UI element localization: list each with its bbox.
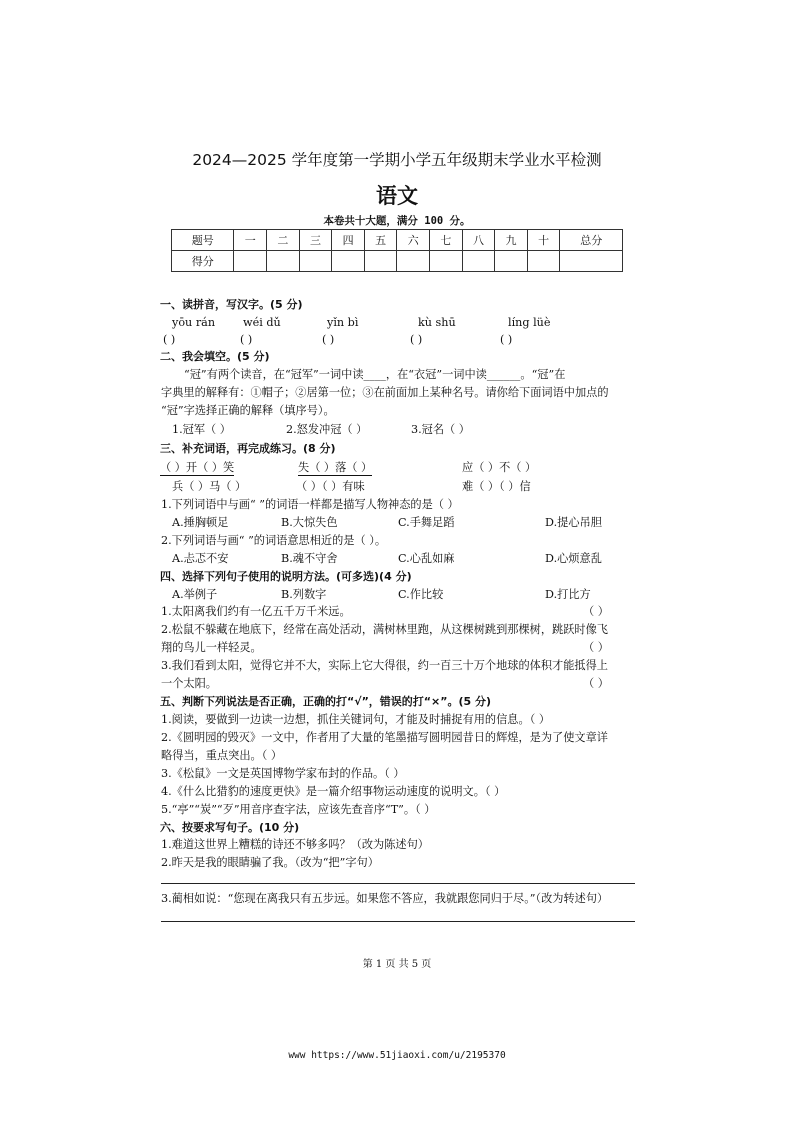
score-cell: 九	[495, 230, 528, 251]
score-entry[interactable]	[560, 251, 623, 272]
word-fill: 应（ ）不（ ）	[462, 461, 537, 474]
option[interactable]: D.提心吊胆	[545, 516, 602, 529]
answer-bracket[interactable]: （ ）	[583, 641, 609, 654]
section-5-heading: 五、判断下列说法是否正确，正确的打“√”，错误的打“×”。(5 分)	[160, 695, 492, 708]
score-table-header-row	[172, 230, 623, 251]
answer-line[interactable]	[161, 921, 635, 922]
score-cell: 十	[527, 230, 560, 251]
score-cell: 二	[267, 230, 300, 251]
score-cell: 得分	[172, 251, 234, 272]
score-entry[interactable]	[397, 251, 430, 272]
question-item: 2.《圆明园的毁灭》一文中，作者用了大量的笔墨描写圆明园昔日的辉煌，是为了使文章详	[161, 731, 608, 744]
exam-note: 本卷共十大题，满分 100 分。	[323, 215, 471, 227]
question-item: 3.我们看到太阳，觉得它并不大，实际上它大得很，约一百三十万个地球的体积才能抵得上	[161, 659, 608, 672]
option[interactable]: C.作比较	[398, 588, 444, 601]
score-entry[interactable]	[527, 251, 560, 272]
score-entry[interactable]	[430, 251, 463, 272]
score-table-score-row	[172, 251, 623, 272]
word-fill: 失（ ）落（ ）	[298, 461, 373, 474]
watermark-url: www https://www.51jiaoxi.com/u/2195370	[288, 1050, 506, 1061]
subject-title: 语文	[376, 184, 418, 208]
score-entry[interactable]	[267, 251, 300, 272]
score-entry[interactable]	[495, 251, 528, 272]
word-fill: （ ）（ ）有味	[296, 480, 365, 493]
score-cell: 七	[430, 230, 463, 251]
pinyin: líng lüè	[508, 316, 551, 329]
score-entry[interactable]	[364, 251, 397, 272]
question-item: 1.太阳离我们约有一亿五千万千米远。	[161, 605, 351, 618]
question-item: 翔的鸟儿一样轻灵。	[161, 641, 262, 654]
exam-title: 2024—2025 学年度第一学期小学五年级期末学业水平检测	[192, 151, 602, 169]
question-text: 字典里的解释有：①帽子；②居第一位；③在前面加上某种名号。请你给下面词语中加点的	[161, 386, 609, 399]
pinyin: kù shū	[418, 316, 456, 329]
answer-bracket[interactable]: （ ）	[583, 605, 609, 618]
option[interactable]: D.心烦意乱	[545, 552, 602, 565]
answer-box[interactable]: ( )	[322, 333, 335, 346]
answer-box[interactable]: ( )	[240, 333, 253, 346]
question-item: 3.冠名（ ）	[411, 423, 470, 436]
question-text: “冠”字选择正确的解释（填序号）。	[161, 404, 335, 417]
section-2-heading: 二、我会填空。(5 分)	[160, 350, 270, 363]
section-4-heading: 四、选择下列句子使用的说明方法。(可多选)(4 分)	[160, 570, 412, 583]
answer-bracket[interactable]: （ ）	[583, 677, 609, 690]
option[interactable]: B.魂不守舍	[281, 552, 338, 565]
section-6-heading: 六、按要求写句子。(10 分)	[160, 821, 300, 834]
question-item: 1.下列词语中与画“ ”的词语一样都是描写人物神态的是（ ）	[161, 498, 459, 511]
score-cell: 三	[299, 230, 332, 251]
option[interactable]: D.打比方	[545, 588, 591, 601]
option[interactable]: A.举例子	[172, 588, 218, 601]
section-1-heading: 一、读拼音，写汉字。(5 分)	[160, 298, 303, 311]
question-item: 2.昨天是我的眼睛骗了我。（改为“把”字句）	[161, 856, 379, 869]
question-item: 5.“亭”“炭”“歹”用音序查字法，应该先查音序“T”。（ ）	[161, 803, 436, 816]
question-item: 3.蔺相如说：“您现在离我只有五步远。如果您不答应，我就跟您同归于尽。”（改为转述句）	[161, 892, 609, 905]
score-entry[interactable]	[462, 251, 495, 272]
question-item: 2.松鼠不躲藏在地底下，经常在高处活动，满树林里跑，从这棵树跳到那棵树，跳跃时像飞	[161, 623, 608, 636]
score-cell: 一	[234, 230, 267, 251]
answer-box[interactable]: ( )	[410, 333, 423, 346]
answer-box[interactable]: ( )	[500, 333, 513, 346]
word-fill: 兵（ ）马（ ）	[172, 480, 247, 493]
question-item: 1.难道这世界上糟糕的诗还不够多吗？（改为陈述句）	[161, 838, 429, 851]
score-table	[171, 229, 623, 272]
question-item: 3.《松鼠》一文是英国博物学家布封的作品。（ ）	[161, 767, 405, 780]
score-entry[interactable]	[234, 251, 267, 272]
pinyin: yōu rán	[172, 316, 216, 329]
question-item: 一个太阳。	[161, 677, 217, 690]
question-item: 1.阅读，要做到一边读一边想，抓住关键词句，才能及时捕捉有用的信息。（ ）	[161, 713, 551, 726]
score-cell: 六	[397, 230, 430, 251]
question-item: 2.下列词语与画“ ”的词语意思相近的是（ ）。	[161, 534, 387, 547]
question-item: 略得当，重点突出。（ ）	[161, 749, 283, 762]
score-entry[interactable]	[299, 251, 332, 272]
score-cell: 五	[364, 230, 397, 251]
option[interactable]: C.心乱如麻	[398, 552, 455, 565]
option[interactable]: A.捶胸顿足	[172, 516, 229, 529]
pinyin: yǐn bì	[327, 316, 359, 329]
option[interactable]: C.手舞足蹈	[398, 516, 455, 529]
score-cell: 总分	[560, 230, 623, 251]
question-text: “冠”有两个读音，在“冠军”一词中读____，在“衣冠”一词中读______。“冠”在	[184, 368, 566, 381]
page-footer: 第 1 页 共 5 页	[362, 959, 432, 970]
answer-box[interactable]: ( )	[163, 333, 176, 346]
score-cell: 题号	[172, 230, 234, 251]
option[interactable]: B.列数字	[281, 588, 327, 601]
pinyin: wéi dǔ	[243, 316, 281, 329]
word-fill: （ ）开（ ）笑	[160, 461, 235, 474]
option[interactable]: B.大惊失色	[281, 516, 338, 529]
word-fill: 难（ ）（ ）信	[462, 480, 531, 493]
score-entry[interactable]	[332, 251, 365, 272]
score-cell: 八	[462, 230, 495, 251]
section-3-heading: 三、补充词语，再完成练习。(8 分)	[160, 442, 336, 455]
answer-line[interactable]	[161, 883, 635, 884]
score-cell: 四	[332, 230, 365, 251]
option[interactable]: A.忐忑不安	[172, 552, 229, 565]
question-item: 4.《什么比猎豹的速度更快》是一篇介绍事物运动速度的说明文。（ ）	[161, 785, 506, 798]
question-item: 2.怒发冲冠（ ）	[286, 423, 368, 436]
question-item: 1.冠军（ ）	[172, 423, 231, 436]
